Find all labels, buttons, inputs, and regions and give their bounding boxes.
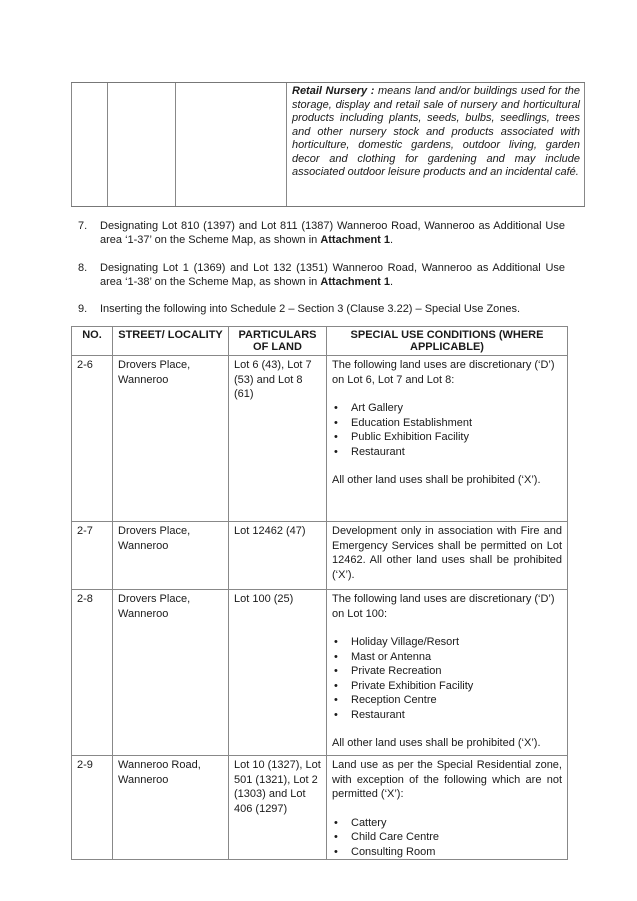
- header-no: NO.: [72, 327, 113, 356]
- item-text: Designating Lot 810 (1397) and Lot 811 (1387) Wanneroo Road, Wanneroo as Additional Use area ‘1-37’ on the Scheme Map, as shown in Attachment 1.: [100, 220, 565, 246]
- table-row: [72, 522, 568, 590]
- list-item: • Mast or Antenna: [332, 650, 562, 665]
- row-street-locality: Drovers Place, Wanneroo: [113, 356, 229, 522]
- header-street-locality: STREET/ LOCALITY: [113, 327, 229, 356]
- row-conditions: [327, 522, 568, 590]
- item-number: 9.: [78, 303, 88, 315]
- table-row: [72, 356, 568, 522]
- list-item: • Child Care Centre: [332, 830, 562, 845]
- row-number: 2-6: [72, 356, 113, 522]
- header-particulars-of-land: PARTICULARS OF LAND: [229, 327, 327, 356]
- row-particulars: Lot 6 (43), Lot 7 (53) and Lot 8 (61): [229, 356, 327, 522]
- conditions-outro: All other land uses shall be prohibited (‘X’).: [332, 474, 541, 486]
- row-street-locality: Drovers Place, Wanneroo: [113, 590, 229, 756]
- row-number: 2-7: [72, 522, 113, 590]
- list-item: • Cattery: [332, 816, 562, 831]
- table-column-divider: [107, 83, 108, 206]
- list-item: • Restaurant: [332, 445, 562, 460]
- item-text: Designating Lot 1 (1369) and Lot 132 (1351) Wanneroo Road, Wanneroo as Additional Use area ‘1-38’ on the Scheme Map, as shown in Attachment 1.: [100, 262, 565, 288]
- conditions-intro: Land use as per the Special Residential zone, with exception of the following which are not permitted (‘X’):: [332, 759, 562, 800]
- row-particulars: Lot 100 (25): [229, 590, 327, 756]
- header-special-use-conditions: SPECIAL USE CONDITIONS (WHERE APPLICABLE): [327, 327, 568, 356]
- row-conditions: [327, 356, 568, 522]
- list-item: • Private Recreation: [332, 664, 562, 679]
- conditions-intro: The following land uses are discretionary (‘D’) on Lot 100:: [332, 593, 555, 620]
- definition-text: means land and/or buildings used for the storage, display and retail sale of nursery and horticultural products including plants, seeds, bulbs, seedlings, trees and other nursery stock and products associated with horticulture, domestic gardens, outdoor living, garden decor and clothing for gardening and may include associated outdoor leisure products and an incidental café.: [292, 85, 581, 178]
- table-column-divider: [584, 83, 585, 206]
- definition-term: Retail Nursery :: [292, 85, 375, 97]
- table-column-divider: [71, 83, 72, 206]
- list-item: • Education Establishment: [332, 416, 562, 431]
- row-conditions: [327, 590, 568, 756]
- land-use-list: [332, 635, 562, 722]
- item-number: 7.: [78, 220, 88, 232]
- table-column-divider: [286, 83, 287, 206]
- conditions-outro: All other land uses shall be prohibited (‘X’).: [332, 737, 541, 749]
- list-item: • Reception Centre: [332, 693, 562, 708]
- definition-table: [71, 82, 585, 207]
- land-use-list: [332, 816, 562, 860]
- row-particulars: Lot 10 (1327), Lot 501 (1321), Lot 2 (1303) and Lot 406 (1297): [229, 756, 327, 860]
- table-row: [72, 756, 568, 860]
- retail-nursery-definition: [292, 85, 580, 180]
- table-header-row: [72, 327, 568, 356]
- special-use-zones-table: [71, 326, 568, 860]
- row-conditions: [327, 756, 568, 860]
- land-use-list: [332, 401, 562, 459]
- attachment-reference: Attachment 1: [320, 234, 391, 246]
- row-number: 2-9: [72, 756, 113, 860]
- list-item: • Public Exhibition Facility: [332, 430, 562, 445]
- row-number: 2-8: [72, 590, 113, 756]
- list-item: • Art Gallery: [332, 401, 562, 416]
- conditions-intro: The following land uses are discretionary (‘D’) on Lot 6, Lot 7 and Lot 8:: [332, 359, 555, 386]
- table-column-divider: [175, 83, 176, 206]
- row-street-locality: Drovers Place, Wanneroo: [113, 522, 229, 590]
- attachment-reference: Attachment 1: [320, 276, 391, 288]
- table-row: [72, 590, 568, 756]
- row-particulars: Lot 12462 (47): [229, 522, 327, 590]
- item-text: Inserting the following into Schedule 2 – Section 3 (Clause 3.22) – Special Use Zones.: [100, 303, 521, 315]
- list-item: • Private Exhibition Facility: [332, 679, 562, 694]
- item-number: 8.: [78, 262, 88, 274]
- list-item: • Consulting Room: [332, 845, 562, 860]
- conditions-intro: Development only in association with Fire and Emergency Services shall be permitted on Lot 12462. All other land uses shall be prohibited (‘X’).: [332, 525, 562, 581]
- list-item: • Restaurant: [332, 708, 562, 723]
- list-item: • Holiday Village/Resort: [332, 635, 562, 650]
- row-street-locality: Wanneroo Road, Wanneroo: [113, 756, 229, 860]
